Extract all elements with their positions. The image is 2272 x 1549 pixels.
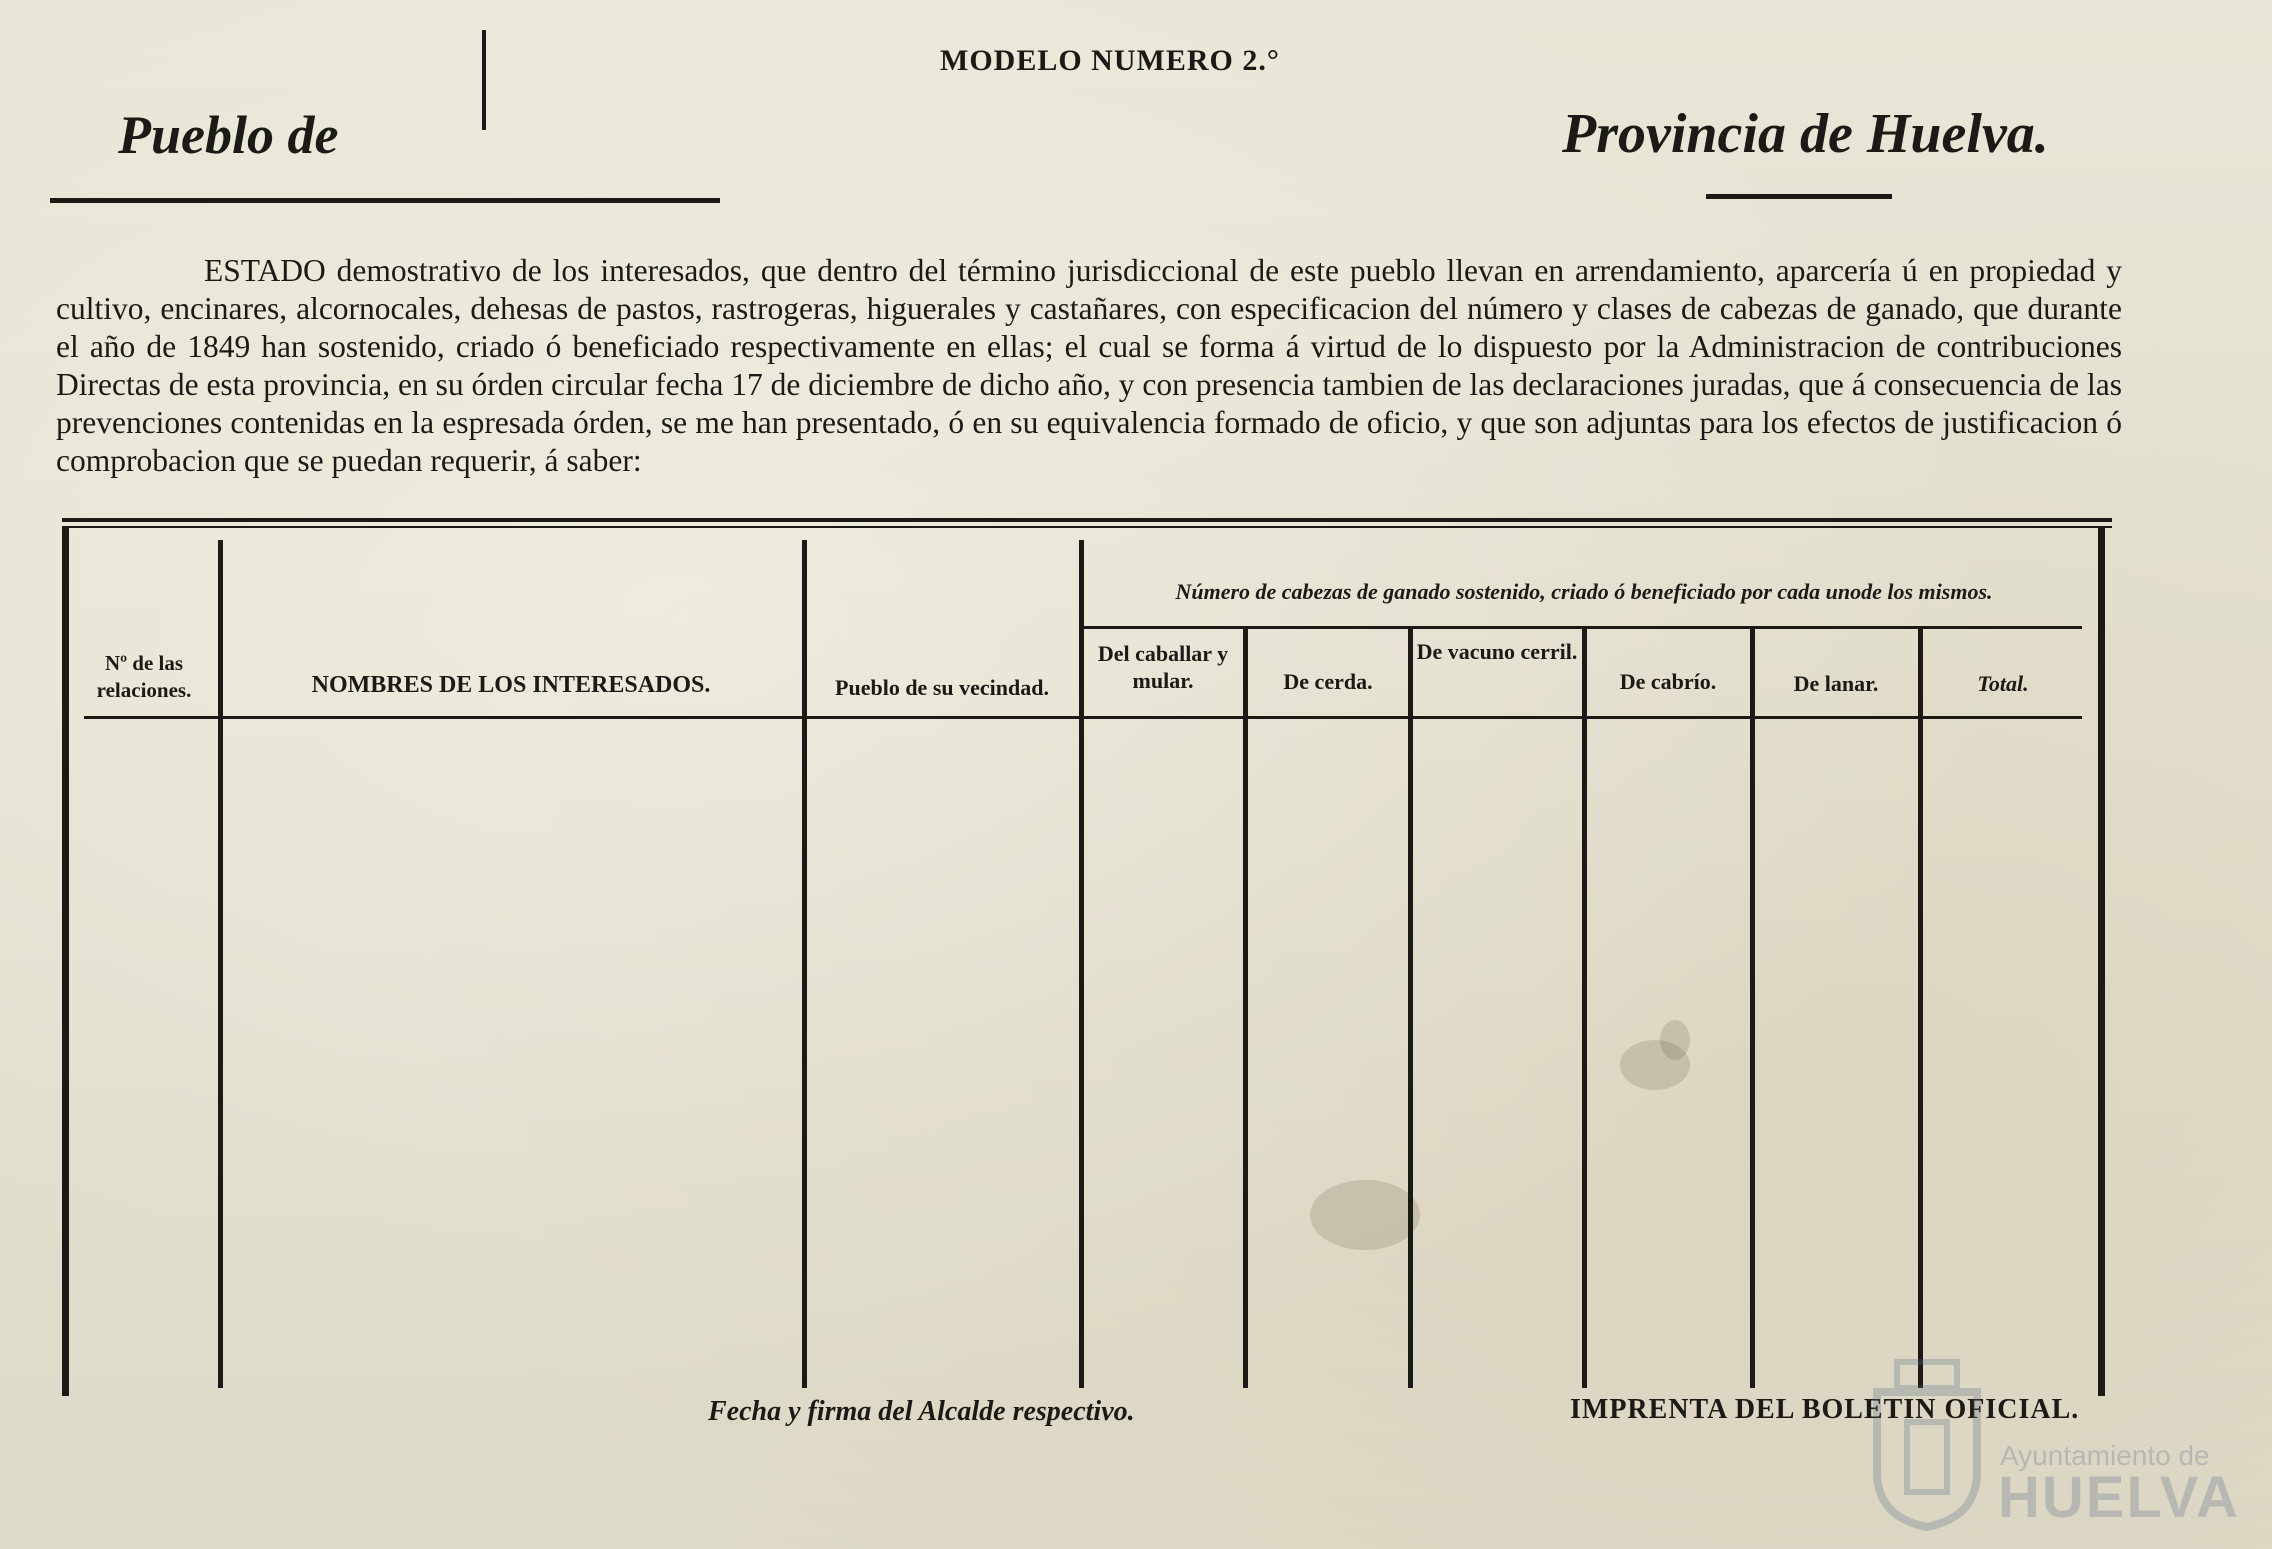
header-caballar: Del caballar y mular.	[1097, 641, 1229, 693]
header-vacuno: De vacuno cerril.	[1416, 639, 1578, 664]
header-nombres: NOMBRES DE LOS INTERESADOS.	[311, 672, 711, 698]
provincia-underline	[1706, 194, 1892, 199]
header-bottom-line	[84, 716, 2082, 719]
header-relaciones: Nº de las relaciones.	[96, 651, 192, 702]
table-right-border	[2098, 528, 2105, 1396]
firma-label: Fecha y firma del Alcalde respectivo.	[708, 1396, 1135, 1427]
tick-mark	[482, 30, 486, 130]
group-header-line	[1082, 626, 2082, 629]
header-cerda: De cerda.	[1283, 669, 1373, 694]
watermark-line2: HUELVA	[1998, 1465, 2240, 1530]
table-left-border	[62, 528, 69, 1396]
header-lanar: De lanar.	[1793, 671, 1879, 696]
paper-stain	[1660, 1020, 1690, 1060]
column-divider	[1243, 626, 1248, 1388]
column-divider	[1918, 626, 1923, 1388]
pueblo-underline	[50, 198, 720, 203]
column-divider	[802, 540, 807, 1388]
watermark-logo	[1862, 1352, 2262, 1532]
table-top-border	[62, 518, 2112, 528]
intro-paragraph: ESTADO demostrativo de los interesados, que dentro del término jurisdiccional de este pueblo llevan en arrendamiento, aparcería ú en propiedad y cultivo, encinares, alcornocales, dehesas de pastos, rastrogeras, higuerales y castañares, con especificacion del número y clases de cabezas de ganado, que durante el año de 1849 han sostenido, criado ó beneficiado respectivamente en ellas; el cual se forma á virtud de lo dispuesto por la Administracion de contribuciones Directas de esta provincia, en su órden circular fecha 17 de diciembre de dicho año, y con presencia tambien de las declaraciones juradas, que á consecuencia de las prevenciones contenidas en la espresada órden, se me han presentado, ó en su equivalencia formado de oficio, y que son adjuntas para los efectos de justificacion ó comprobacion que se puedan requerir, á saber:	[56, 253, 2122, 478]
column-divider	[1582, 626, 1587, 1388]
watermark-line1: Ayuntamiento de	[2000, 1440, 2210, 1471]
header-total: Total.	[1977, 671, 2029, 696]
header-pueblo: Pueblo de su vecindad.	[835, 675, 1049, 700]
column-divider	[1750, 626, 1755, 1388]
coat-of-arms-icon	[1862, 1352, 1992, 1532]
imprenta-label: IMPRENTA DEL BOLETIN OFICIAL.	[1570, 1394, 2080, 1425]
header-group-cabezas: Número de cabezas de ganado sostenido, criado ó beneficiado por cada unode los mismos.	[1175, 579, 1993, 604]
header-cabrio: De cabrío.	[1619, 669, 1717, 694]
column-divider	[218, 540, 223, 1388]
column-divider	[1408, 626, 1413, 1388]
model-number: MODELO NUMERO 2.°	[940, 44, 1280, 77]
pueblo-label: Pueblo de	[118, 105, 339, 165]
provincia-label: Provincia de Huelva.	[1562, 103, 2049, 165]
paper-stain	[1310, 1180, 1420, 1250]
